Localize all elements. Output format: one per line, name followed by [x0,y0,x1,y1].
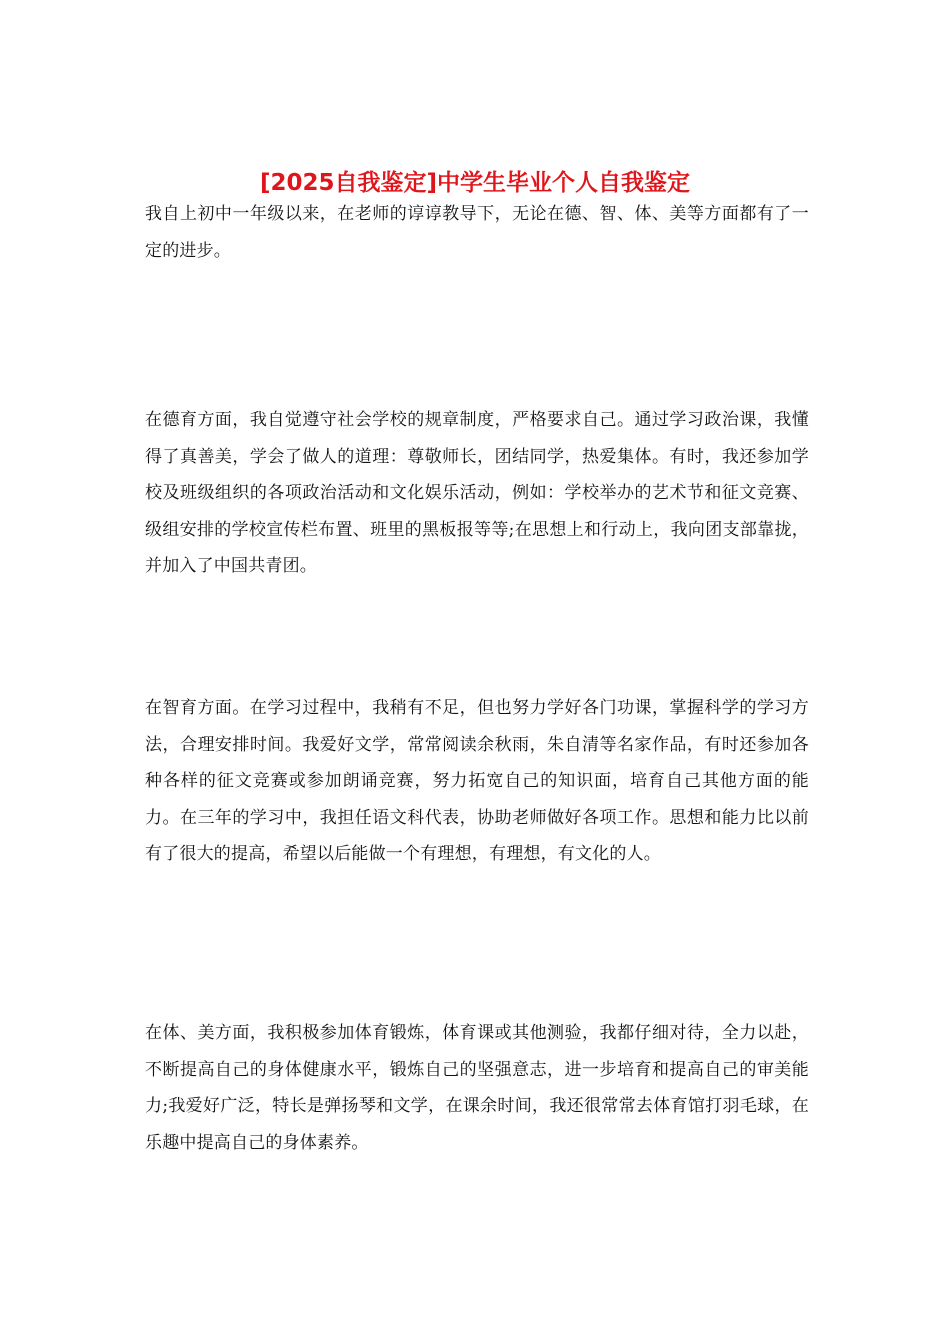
paragraph-moral-education: 在德育方面，我自觉遵守社会学校的规章制度，严格要求自己。通过学习政治课，我懂得了真善美，学会了做人的道理：尊敬师长，团结同学，热爱集体。有时，我还参加学校及班级组织的各项政治活动和文化娱乐活动，例如：学校举办的艺术节和征文竞赛、级组安排的学校宣传栏布置、班里的黑板报等等;在思想上和行动上，我向团支部靠拢，并加入了中国共青团。 [145,410,809,576]
document-title: [2025自我鉴定]中学生毕业个人自我鉴定 [259,170,691,197]
paragraph-intellectual-education: 在智育方面。在学习过程中，我稍有不足，但也努力学好各门功课，掌握科学的学习方法，合理安排时间。我爱好文学，常常阅读余秋雨，朱自清等名家作品，有时还参加各种各样的征文竞赛或参加朗诵竞赛，努力拓宽自己的知识面，培育自己其他方面的能力。在三年的学习中，我担任语文科代表，协助老师做好各项工作。思想和能力比以前有了很大的提高，希望以后能做一个有理想，有理想，有文化的人。 [145,698,809,864]
paragraph-intro: 我自上初中一年级以来，在老师的谆谆教导下，无论在德、智、体、美等方面都有了一定的进步。 [145,204,809,261]
paragraph-physical-aesthetic-education: 在体、美方面，我积极参加体育锻炼，体育课或其他测验，我都仔细对待，全力以赴，不断提高自己的身体健康水平，锻炼自己的坚强意志，进一步培育和提高自己的审美能力;我爱好广泛，特长是弹扬琴和文学，在课余时间，我还很常常去体育馆打羽毛球，在乐趣中提高自己的身体素养。 [145,1023,809,1153]
